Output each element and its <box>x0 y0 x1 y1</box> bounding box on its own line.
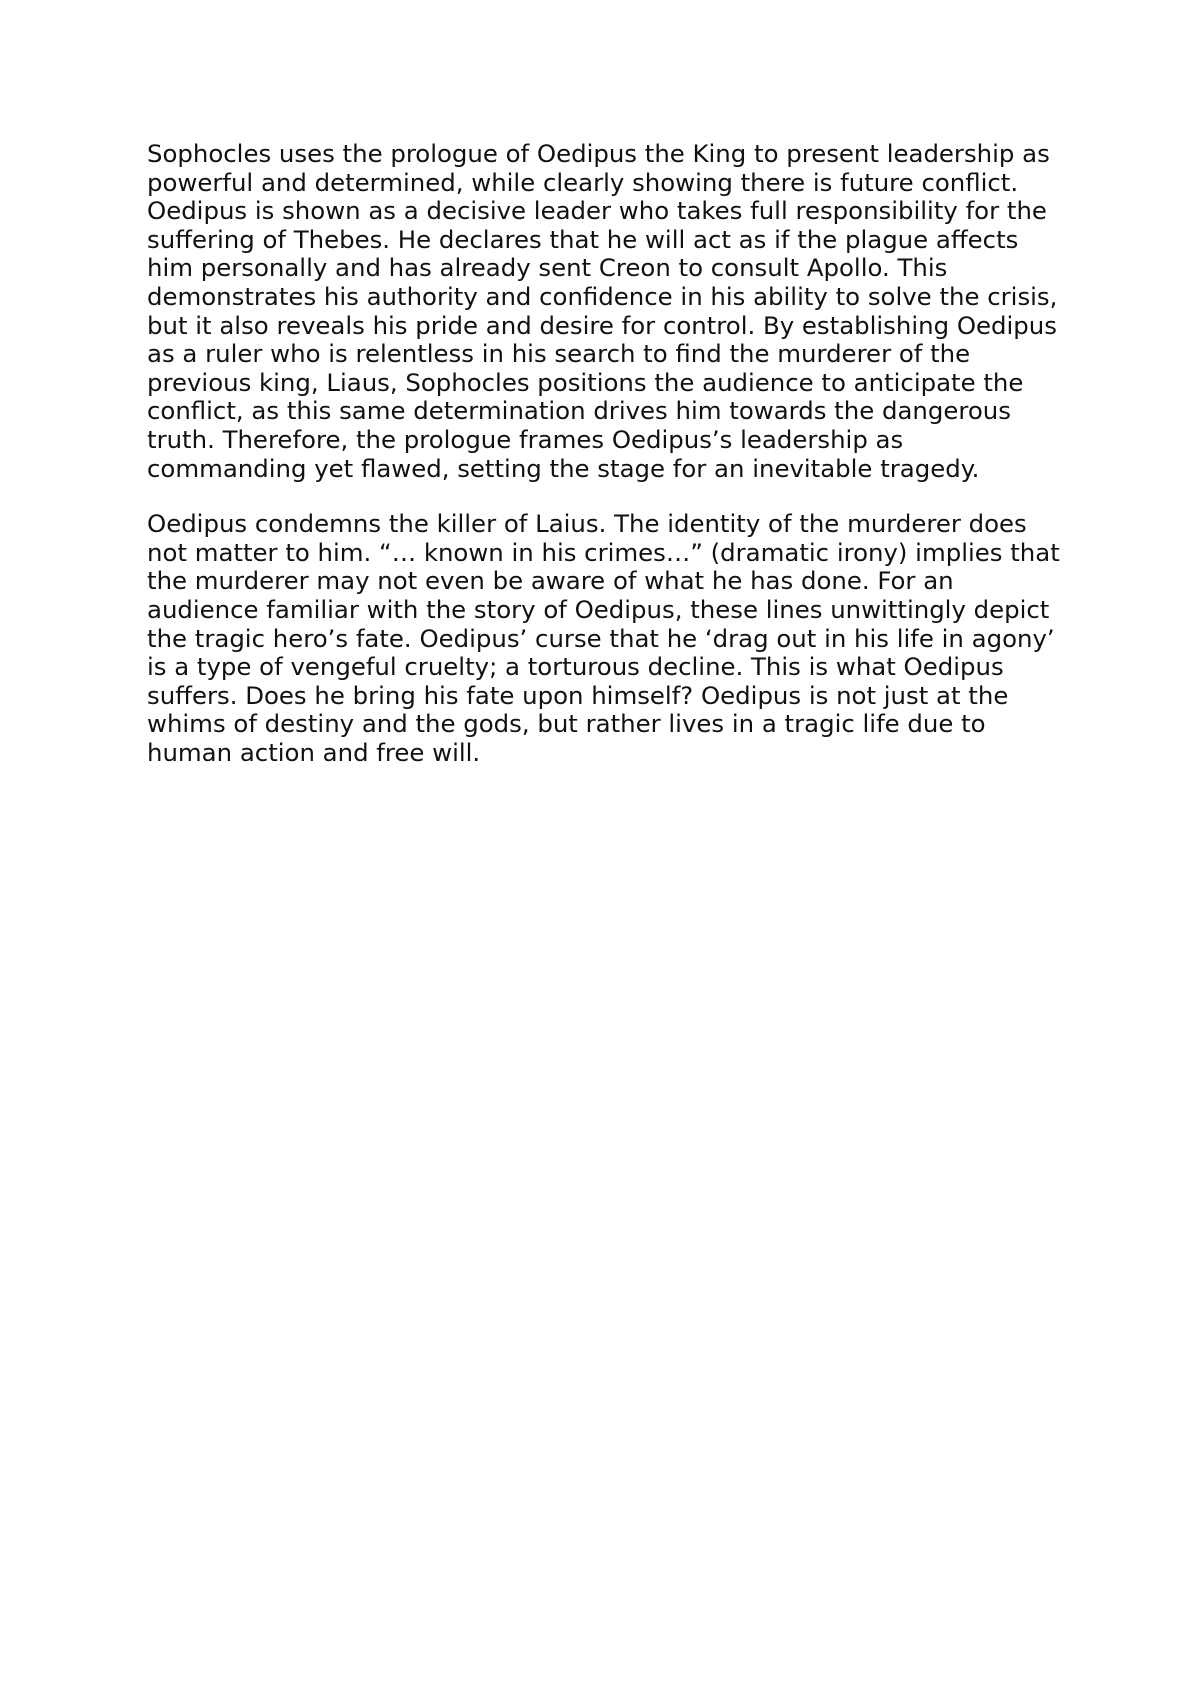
text-line: the murderer may not even be aware of what he has done. For an <box>147 566 954 596</box>
text-line: not matter to him. “… known in his crimes…” (dramatic irony) implies that <box>147 537 1060 567</box>
text-line: previous king, Liaus, Sophocles positions the audience to anticipate the <box>147 367 1024 397</box>
paragraph-1 <box>147 140 1067 483</box>
text-line: but it also reveals his pride and desire for control. By establishing Oedipus <box>147 310 1057 340</box>
text-line: demonstrates his authority and confidence in his ability to solve the crisis, <box>147 281 1058 311</box>
text-line: the tragic hero’s fate. Oedipus’ curse that he ‘drag out in his life in agony’ <box>147 623 1055 653</box>
text-line: truth. Therefore, the prologue frames Oedipus’s leadership as <box>147 424 904 454</box>
text-line: is a type of vengeful cruelty; a torturous decline. This is what Oedipus <box>147 652 1004 682</box>
text-line: powerful and determined, while clearly showing there is future conflict. <box>147 167 1019 197</box>
text-line: Oedipus is shown as a decisive leader who takes full responsibility for the <box>147 196 1047 226</box>
text-line: Sophocles uses the prologue of Oedipus the King to present leadership as <box>147 139 1050 168</box>
text-line: whims of destiny and the gods, but rather lives in a tragic life due to <box>147 709 986 739</box>
text-line: as a ruler who is relentless in his search to find the murderer of the <box>147 339 971 369</box>
text-line: audience familiar with the story of Oedipus, these lines unwittingly depict <box>147 594 1050 624</box>
text-line: suffering of Thebes. He declares that he will act as if the plague affects <box>147 224 1019 254</box>
text-line: suffers. Does he bring his fate upon himself? Oedipus is not just at the <box>147 680 1009 710</box>
text-line: commanding yet flawed, setting the stage for an inevitable tragedy. <box>147 453 980 483</box>
text-line: conflict, as this same determination drives him towards the dangerous <box>147 396 1011 426</box>
document-body <box>147 140 1067 767</box>
paragraph-2 <box>147 510 1067 767</box>
text-line: him personally and has already sent Creon to consult Apollo. This <box>147 253 948 283</box>
text-line: human action and free will. <box>147 737 481 767</box>
text-line: Oedipus condemns the killer of Laius. The identity of the murderer does <box>147 509 1027 539</box>
